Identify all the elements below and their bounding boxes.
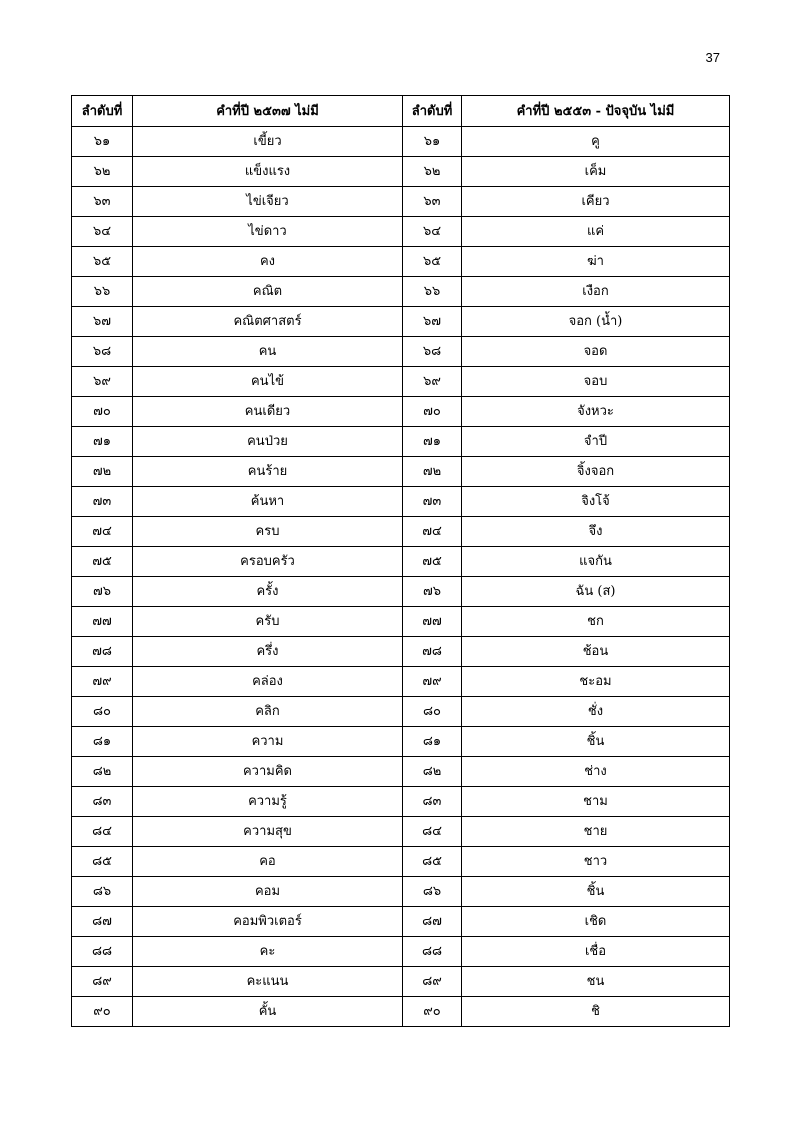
- word-2553-cell: ฉัน (ส): [462, 577, 730, 607]
- order-left-cell: ๘๓: [72, 787, 133, 817]
- word-2537-cell: ความ: [133, 727, 403, 757]
- word-2553-cell: ช้อน: [462, 637, 730, 667]
- word-2537-cell: ความคิด: [133, 757, 403, 787]
- word-2553-cell: ช่าง: [462, 757, 730, 787]
- order-right-cell: ๖๘: [403, 337, 462, 367]
- order-right-cell: ๗๖: [403, 577, 462, 607]
- word-2553-cell: ชน: [462, 967, 730, 997]
- order-left-cell: ๖๒: [72, 157, 133, 187]
- order-right-cell: ๗๑: [403, 427, 462, 457]
- order-left-cell: ๗๑: [72, 427, 133, 457]
- order-right-cell: ๖๔: [403, 217, 462, 247]
- table-row: [72, 637, 730, 667]
- word-2553-cell: เชิด: [462, 907, 730, 937]
- order-right-cell: ๗๘: [403, 637, 462, 667]
- order-right-cell: ๙๐: [403, 997, 462, 1027]
- table-row: [72, 397, 730, 427]
- table-row: [72, 997, 730, 1027]
- word-2537-cell: คง: [133, 247, 403, 277]
- order-left-cell: ๘๔: [72, 817, 133, 847]
- order-right-cell: ๖๖: [403, 277, 462, 307]
- word-2553-cell: ชิ้น: [462, 877, 730, 907]
- word-2553-cell: แจกัน: [462, 547, 730, 577]
- word-2537-cell: คอ: [133, 847, 403, 877]
- word-2537-cell: คลิก: [133, 697, 403, 727]
- order-right-cell: ๘๔: [403, 817, 462, 847]
- table-row: [72, 127, 730, 157]
- table-row: [72, 307, 730, 337]
- table-row: [72, 457, 730, 487]
- word-2553-cell: จึง: [462, 517, 730, 547]
- table-header-row: [72, 96, 730, 127]
- word-2553-cell: เงือก: [462, 277, 730, 307]
- order-right-cell: ๘๖: [403, 877, 462, 907]
- word-2537-cell: ความสุข: [133, 817, 403, 847]
- order-right-cell: ๘๐: [403, 697, 462, 727]
- word-2553-cell: จอก (น้ำ): [462, 307, 730, 337]
- order-right-cell: ๘๗: [403, 907, 462, 937]
- word-2537-cell: เขี้ยว: [133, 127, 403, 157]
- order-left-cell: ๖๗: [72, 307, 133, 337]
- order-left-cell: ๗๕: [72, 547, 133, 577]
- order-left-cell: ๗๖: [72, 577, 133, 607]
- order-left-cell: ๖๖: [72, 277, 133, 307]
- order-right-cell: ๗๒: [403, 457, 462, 487]
- word-2537-cell: คะแนน: [133, 967, 403, 997]
- order-left-cell: ๖๑: [72, 127, 133, 157]
- order-left-cell: ๗๒: [72, 457, 133, 487]
- word-2537-cell: คน: [133, 337, 403, 367]
- order-left-cell: ๗๘: [72, 637, 133, 667]
- order-right-cell: ๘๑: [403, 727, 462, 757]
- table-row: [72, 517, 730, 547]
- word-2537-cell: แข็งแรง: [133, 157, 403, 187]
- word-comparison-table: [71, 95, 730, 1027]
- order-left-cell: ๖๓: [72, 187, 133, 217]
- word-2537-cell: ไข่เจียว: [133, 187, 403, 217]
- word-2537-cell: ความรู้: [133, 787, 403, 817]
- order-right-cell: ๖๙: [403, 367, 462, 397]
- order-left-cell: ๖๕: [72, 247, 133, 277]
- word-2553-cell: ชิ้น: [462, 727, 730, 757]
- order-right-cell: ๖๒: [403, 157, 462, 187]
- word-2537-cell: คนไข้: [133, 367, 403, 397]
- word-2537-cell: ครบ: [133, 517, 403, 547]
- order-right-cell: ๘๙: [403, 967, 462, 997]
- order-left-cell: ๘๒: [72, 757, 133, 787]
- table-row: [72, 607, 730, 637]
- order-right-cell: ๘๕: [403, 847, 462, 877]
- word-2537-cell: ไข่ดาว: [133, 217, 403, 247]
- table-row: [72, 787, 730, 817]
- table-row: [72, 757, 730, 787]
- word-2553-cell: ชาย: [462, 817, 730, 847]
- word-2537-cell: คะ: [133, 937, 403, 967]
- header-words-2537: คำที่ปี ๒๕๓๗ ไม่มี: [133, 96, 403, 127]
- order-left-cell: ๗๗: [72, 607, 133, 637]
- order-left-cell: ๗๓: [72, 487, 133, 517]
- word-2553-cell: จอด: [462, 337, 730, 367]
- table-row: [72, 187, 730, 217]
- word-2537-cell: คอม: [133, 877, 403, 907]
- word-2553-cell: ชาว: [462, 847, 730, 877]
- order-right-cell: ๖๑: [403, 127, 462, 157]
- header-order-right: ลำดับที่: [403, 96, 462, 127]
- word-2537-cell: คล่อง: [133, 667, 403, 697]
- order-left-cell: ๘๘: [72, 937, 133, 967]
- order-right-cell: ๘๘: [403, 937, 462, 967]
- word-2553-cell: จิ้งจอก: [462, 457, 730, 487]
- word-2553-cell: จำปี: [462, 427, 730, 457]
- word-2553-cell: ฆ่า: [462, 247, 730, 277]
- order-left-cell: ๖๔: [72, 217, 133, 247]
- table-row: [72, 817, 730, 847]
- table-row: [72, 967, 730, 997]
- order-left-cell: ๖๙: [72, 367, 133, 397]
- table-row: [72, 877, 730, 907]
- word-2553-cell: ชิ: [462, 997, 730, 1027]
- word-2553-cell: ชะอม: [462, 667, 730, 697]
- word-2553-cell: จิงโจ้: [462, 487, 730, 517]
- table-row: [72, 847, 730, 877]
- order-left-cell: ๘๐: [72, 697, 133, 727]
- word-2537-cell: ค้นหา: [133, 487, 403, 517]
- table-row: [72, 427, 730, 457]
- table-row: [72, 667, 730, 697]
- table-row: [72, 937, 730, 967]
- order-right-cell: ๗๙: [403, 667, 462, 697]
- word-2537-cell: คณิต: [133, 277, 403, 307]
- table-row: [72, 277, 730, 307]
- word-2537-cell: คั้น: [133, 997, 403, 1027]
- order-right-cell: ๗๔: [403, 517, 462, 547]
- word-2537-cell: ครับ: [133, 607, 403, 637]
- word-2553-cell: คู: [462, 127, 730, 157]
- order-right-cell: ๘๒: [403, 757, 462, 787]
- order-right-cell: ๘๓: [403, 787, 462, 817]
- order-right-cell: ๖๓: [403, 187, 462, 217]
- order-left-cell: ๖๘: [72, 337, 133, 367]
- word-2537-cell: ครึ่ง: [133, 637, 403, 667]
- header-order-left: ลำดับที่: [72, 96, 133, 127]
- table-row: [72, 157, 730, 187]
- table-row: [72, 367, 730, 397]
- word-2553-cell: แค่: [462, 217, 730, 247]
- order-right-cell: ๗๓: [403, 487, 462, 517]
- order-left-cell: ๘๙: [72, 967, 133, 997]
- order-right-cell: ๗๗: [403, 607, 462, 637]
- order-left-cell: ๗๐: [72, 397, 133, 427]
- word-2537-cell: คนร้าย: [133, 457, 403, 487]
- word-2537-cell: คอมพิวเตอร์: [133, 907, 403, 937]
- order-right-cell: ๗๐: [403, 397, 462, 427]
- table-row: [72, 577, 730, 607]
- word-2537-cell: คนป่วย: [133, 427, 403, 457]
- order-right-cell: ๗๕: [403, 547, 462, 577]
- table-row: [72, 907, 730, 937]
- order-right-cell: ๖๕: [403, 247, 462, 277]
- order-left-cell: ๘๗: [72, 907, 133, 937]
- order-left-cell: ๙๐: [72, 997, 133, 1027]
- table-row: [72, 217, 730, 247]
- table-row: [72, 697, 730, 727]
- word-2553-cell: ชั่ง: [462, 697, 730, 727]
- order-left-cell: ๘๑: [72, 727, 133, 757]
- word-2537-cell: ครอบครัว: [133, 547, 403, 577]
- order-left-cell: ๘๕: [72, 847, 133, 877]
- table-row: [72, 727, 730, 757]
- word-2553-cell: จอบ: [462, 367, 730, 397]
- word-2553-cell: เคียว: [462, 187, 730, 217]
- page-number: 37: [705, 50, 720, 65]
- word-2553-cell: เค็ม: [462, 157, 730, 187]
- word-2537-cell: ครั้ง: [133, 577, 403, 607]
- table-body: [72, 127, 730, 1027]
- order-left-cell: ๘๖: [72, 877, 133, 907]
- order-right-cell: ๖๗: [403, 307, 462, 337]
- table-row: [72, 247, 730, 277]
- header-words-2553: คำที่ปี ๒๕๕๓ - ปัจจุบัน ไม่มี: [462, 96, 730, 127]
- word-2553-cell: เชื่อ: [462, 937, 730, 967]
- table-row: [72, 487, 730, 517]
- word-2553-cell: ชาม: [462, 787, 730, 817]
- order-left-cell: ๗๙: [72, 667, 133, 697]
- table-row: [72, 337, 730, 367]
- word-2537-cell: คณิตศาสตร์: [133, 307, 403, 337]
- order-left-cell: ๗๔: [72, 517, 133, 547]
- word-2553-cell: ชก: [462, 607, 730, 637]
- word-2537-cell: คนเดียว: [133, 397, 403, 427]
- table-row: [72, 547, 730, 577]
- word-2553-cell: จังหวะ: [462, 397, 730, 427]
